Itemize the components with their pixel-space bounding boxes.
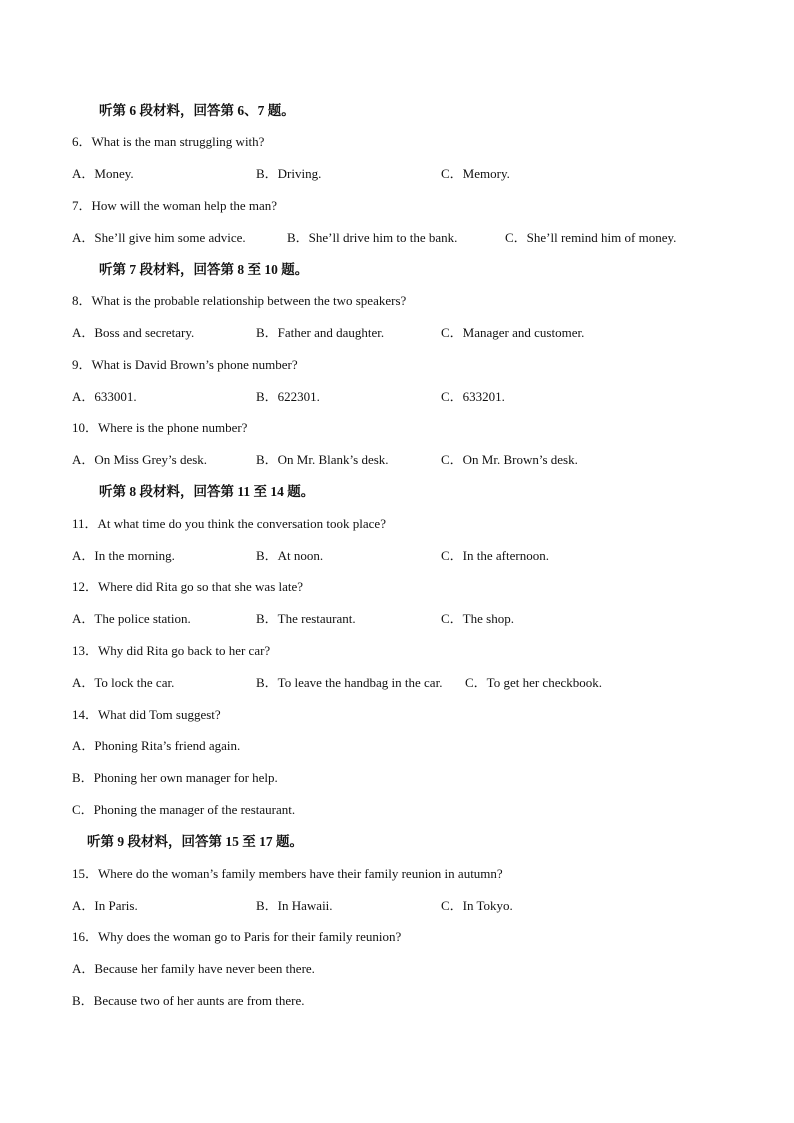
option-c: C．Memory.: [441, 166, 510, 181]
option-a: A．Because her family have never been there.: [72, 961, 315, 976]
option-b: B．The restaurant.: [256, 611, 356, 626]
question-stem: 13．Why did Rita go back to her car?: [72, 643, 271, 658]
option-c: C．In the afternoon.: [441, 548, 549, 563]
option-b: B．At noon.: [256, 548, 324, 563]
option-b: B．She’ll drive him to the bank.: [287, 230, 458, 245]
section-heading: 听第 8 段材料，回答第 11 至 14 题。: [99, 484, 315, 499]
option-a: A．Money.: [72, 166, 134, 181]
option-b: B．In Hawaii.: [256, 898, 333, 913]
option-c: C．To get her checkbook.: [465, 675, 602, 690]
option-b: B．Phoning her own manager for help.: [72, 770, 278, 785]
question-stem: 14．What did Tom suggest?: [72, 707, 221, 722]
question-stem: 10．Where is the phone number?: [72, 420, 248, 435]
option-b: B．622301.: [256, 389, 320, 404]
option-c: C．She’ll remind him of money.: [505, 230, 677, 245]
option-b: B．Driving.: [256, 166, 322, 181]
option-a: A．To lock the car.: [72, 675, 175, 690]
option-a: A．Phoning Rita’s friend again.: [72, 738, 241, 753]
option-a: A．Boss and secretary.: [72, 325, 195, 340]
question-stem: 11．At what time do you think the conversation took place?: [72, 516, 386, 531]
option-a: A．She’ll give him some advice.: [72, 230, 246, 245]
option-c: C．633201.: [441, 389, 505, 404]
option-b: B．Father and daughter.: [256, 325, 385, 340]
option-c: C．In Tokyo.: [441, 898, 513, 913]
option-a: A．The police station.: [72, 611, 191, 626]
section-heading: 听第 7 段材料，回答第 8 至 10 题。: [99, 262, 309, 277]
option-a: A．633001.: [72, 389, 137, 404]
question-stem: 9．What is David Brown’s phone number?: [72, 357, 298, 372]
question-stem: 7．How will the woman help the man?: [72, 198, 278, 213]
option-c: C．Phoning the manager of the restaurant.: [72, 802, 296, 817]
section-heading: 听第 6 段材料，回答第 6、7 题。: [99, 103, 295, 118]
option-a: A．On Miss Grey’s desk.: [72, 452, 208, 467]
option-b: B．Because two of her aunts are from there.: [72, 993, 305, 1008]
option-b: B．On Mr. Blank’s desk.: [256, 452, 389, 467]
question-stem: 8．What is the probable relationship between the two speakers?: [72, 293, 407, 308]
option-b: B．To leave the handbag in the car.: [256, 675, 443, 690]
section-heading: 听第 9 段材料，回答第 15 至 17 题。: [87, 834, 303, 849]
option-c: C．The shop.: [441, 611, 514, 626]
question-stem: 12．Where did Rita go so that she was late?: [72, 579, 304, 594]
option-a: A．In the morning.: [72, 548, 175, 563]
question-stem: 6．What is the man struggling with?: [72, 134, 265, 149]
option-c: C．Manager and customer.: [441, 325, 585, 340]
question-stem: 15．Where do the woman’s family members have their family reunion in autumn?: [72, 866, 503, 881]
option-c: C．On Mr. Brown’s desk.: [441, 452, 578, 467]
option-a: A．In Paris.: [72, 898, 138, 913]
question-stem: 16．Why does the woman go to Paris for their family reunion?: [72, 929, 402, 944]
